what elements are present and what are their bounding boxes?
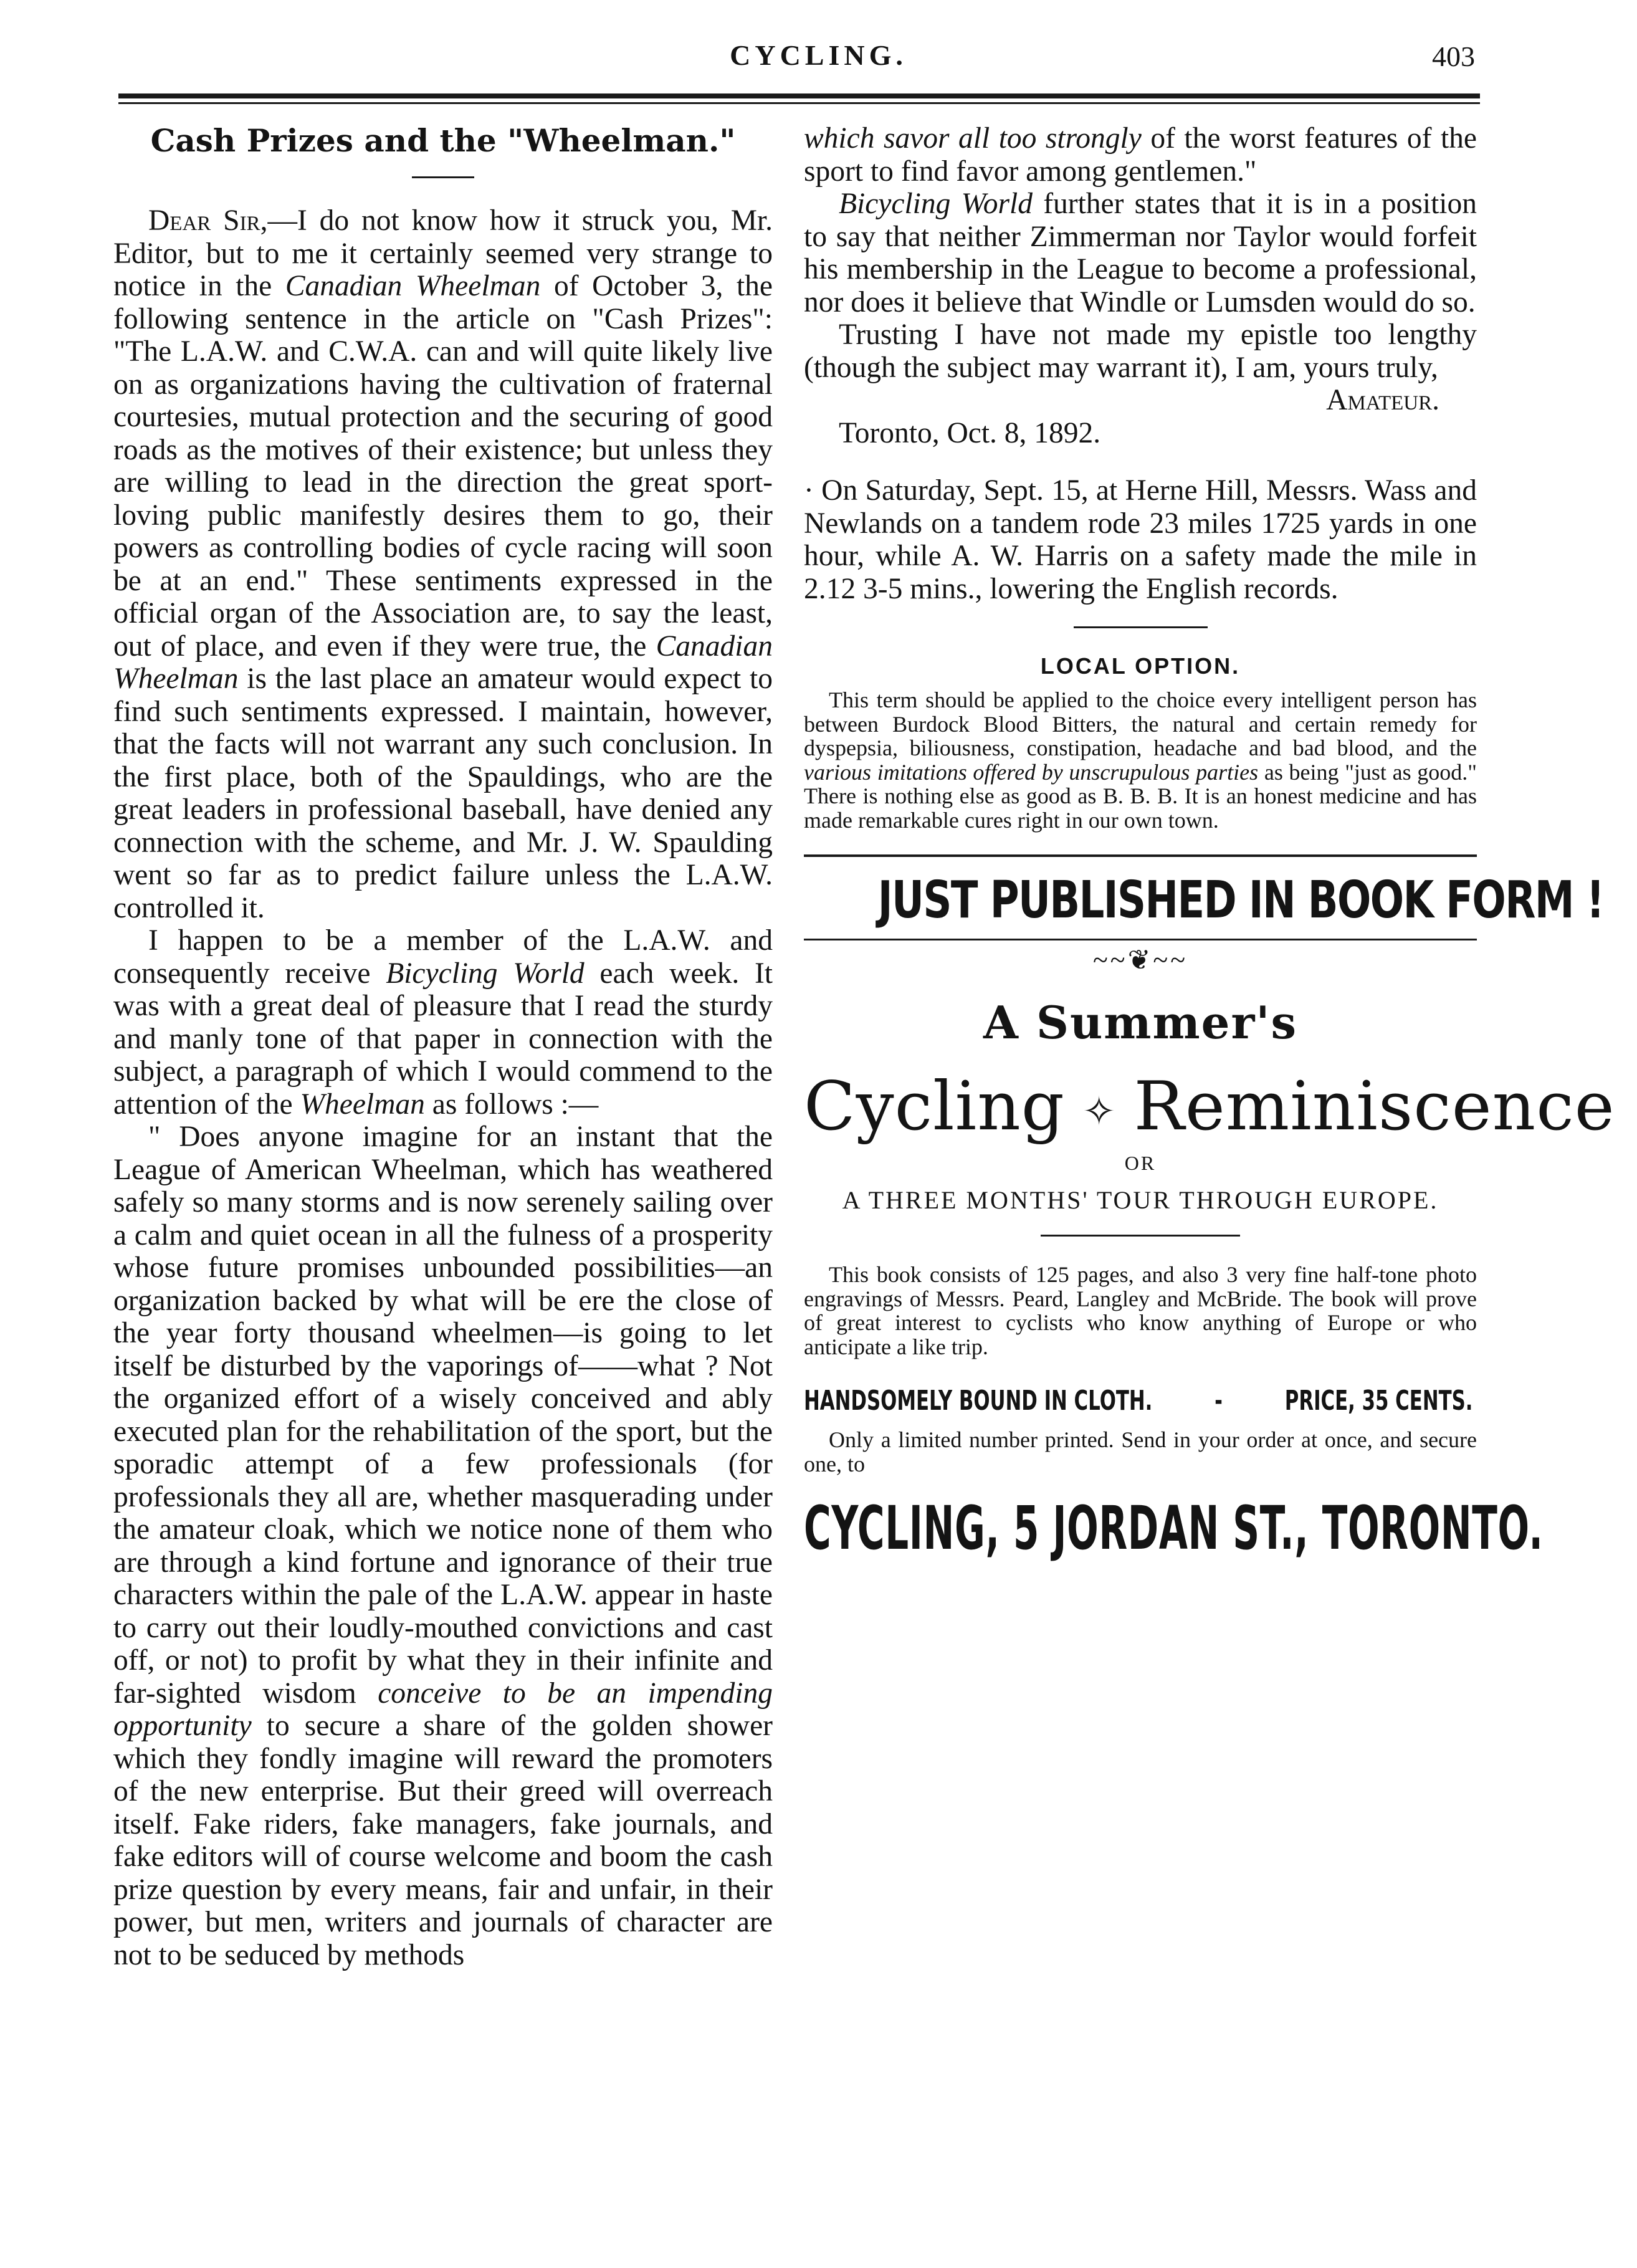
publication-name: Wheelman xyxy=(300,1088,425,1121)
section-rule xyxy=(1074,626,1208,628)
book-ad-banner-rule xyxy=(804,939,1477,940)
salutation: Dear Sir, xyxy=(148,204,268,237)
publication-name: Canadian Wheelman xyxy=(285,270,541,302)
ad-body: This term should be applied to the choice every intelligent person has between Burdock Blood Bitters, the natural and certain remedy for dyspepsia, biliousness, constipation, headache and bad blood, and the various imitations offered by unscrupulous parties as being "just as good." There is nothing else as good as B. B. B. It is an honest medicine and has made remarkable cures right in our own town. xyxy=(804,687,1477,833)
right-column xyxy=(804,122,1615,1563)
or-label: OR xyxy=(1124,1152,1157,1174)
news-item: · On Saturday, Sept. 15, at Herne Hill, Messrs. Wass and Newlands on a tandem rode 23 miles 1725 yards in one hour, while A. W. Harris on a safety made the mile in 2.12 3-5 mins., lowering the English records. xyxy=(804,474,1477,605)
page-number: 403 xyxy=(1432,41,1475,72)
letter-paragraph-1: Dear Sir,—I do not know how it struck you, Mr. Editor, but to me it certainly seemed very strange to notice in the Canadian Wheelman of October 3, the following sentence in the article on "Cash Prizes": "The L.A.W. and C.W.A. can and will quite likely live on as organizations having the cultivation of fraternal courtesies, mutual protection and the securing of good roads as the motives of their existence; but unless they are willing to lead in the direction the great sport-loving public manifestly desires them to go, their powers as controlling bodies of cycle racing will soon be at an end." These sentiments expressed in the official organ of the Association are, to say the least, out of place, and even if they were true, the Canadian Wheelman is the last place an amateur would expect to find such sentiments expressed. I maintain, however, that the facts will not warrant any such conclusion. In the first place, both of the Spauldings, who are the great leaders in professional baseball, have denied any connection with the scheme, and Mr. J. W. Spaulding went so far as to predict failure unless the L.A.W. controlled it. xyxy=(113,204,773,924)
signature: Amateur. xyxy=(1326,384,1439,416)
header-rule-thin xyxy=(118,102,1480,104)
left-column xyxy=(113,122,773,1971)
book-title-line-1: A Summer's xyxy=(983,996,1297,1049)
section-rule xyxy=(1041,1235,1240,1237)
order-text: Only a limited number printed. Send in your order at once, and secure one, to xyxy=(804,1427,1477,1476)
quoted-paragraph: " Does anyone imagine for an instant that the League of American Wheelman, which has weathered safely so many storms and is now serenely sailing over a calm and quiet ocean in all the fulness of a prosperity whose future promises unbounded possibilities—an organization backed by what will be ere the close of the year forty thousand wheelmen—is going to let itself be disturbed by the vaporings of——what ? Not the organized effort of a wisely conceived and ably executed plan for the rehabilitation of the sport, but the sporadic attempt of a few professionals (for professionals they all are, whether masquerading under the amateur cloak, which we notice none of them who are through a kind fortune and ignorance of their true characters within the pale of the L.A.W. appear in haste to carry out their loudly-mouthed convictions and cast off, or not) to profit by what they in their infinite and far-sighted wisdom conceive to be an impending opportunity to secure a share of the golden shower which they fondly imagine will reward the promoters of the new enterprise. But their greed will overreach itself. Fake riders, fake managers, fake journals, and fake editors will of course welcome and boom the cash prize question by every means, fair and unfair, in their power, but men, writers and journals of character are not to be seduced by methods xyxy=(113,1121,773,1971)
ad-heading: LOCAL OPTION. xyxy=(1040,653,1241,679)
book-description: This book consists of 125 pages, and also 3 very fine half-tone photo engravings of Messrs. Peard, Langley and McBride. The book will prove of great interest to cyclists who know anything of Europe or who anticipate a like trip. xyxy=(804,1262,1477,1359)
publication-name: Canadian Wheelman xyxy=(113,629,773,695)
binding-price-line xyxy=(804,1385,1473,1417)
publication-name: Bicycling World xyxy=(386,957,585,990)
letter-paragraph-5: Trusting I have not made my epistle too lengthy (though the subject may warrant it), I am, yours truly, xyxy=(804,318,1477,384)
letter-paragraph-4: Bicycling World further states that it is in a position to say that neither Zimmerman nor Taylor would forfeit his membership in the League to become a professional, nor does it believe that Windle or Lumsden would do so. xyxy=(804,188,1477,318)
signature-line xyxy=(804,384,1477,417)
title-rule xyxy=(412,176,474,178)
letter-title: Cash Prizes and the "Wheelman." xyxy=(150,122,736,159)
book-subtitle: A THREE MONTHS' TOUR THROUGH EUROPE. xyxy=(842,1186,1439,1214)
book-ad-banner: JUST PUBLISHED IN BOOK FORM ! xyxy=(877,871,1604,930)
book-title-line-2: Cycling ✧ Reminiscence xyxy=(804,1068,1615,1146)
order-address: CYCLING, 5 JORDAN ST., TORONTO. xyxy=(804,1493,1544,1563)
binding-label: HANDSOMELY BOUND IN CLOTH. xyxy=(804,1385,1153,1417)
publication-name: Bicycling World xyxy=(839,188,1033,220)
quoted-paragraph-continued: which savor all too strongly of the worst features of the sport to find favor among gentlemen." xyxy=(804,122,1477,188)
separator-dash: - xyxy=(1215,1385,1223,1417)
dateline: Toronto, Oct. 8, 1892. xyxy=(839,416,1101,449)
price-label: PRICE, 35 CENTS. xyxy=(1284,1385,1473,1417)
ornament-icon: ~~❦~~ xyxy=(1092,945,1188,975)
running-head: CYCLING. xyxy=(730,39,907,71)
letter-paragraph-2: I happen to be a member of the L.A.W. and consequently receive Bicycling World each week. It was with a great deal of pleasure that I read the sturdy and manly tone of that paper in connection with the subject, a paragraph of which I would commend to the attention of the Wheelman as follows :— xyxy=(113,924,773,1121)
header-rule-thick xyxy=(118,93,1480,98)
star-ornament-icon: ✧ xyxy=(1082,1088,1117,1135)
book-ad-top-rule xyxy=(804,854,1477,857)
